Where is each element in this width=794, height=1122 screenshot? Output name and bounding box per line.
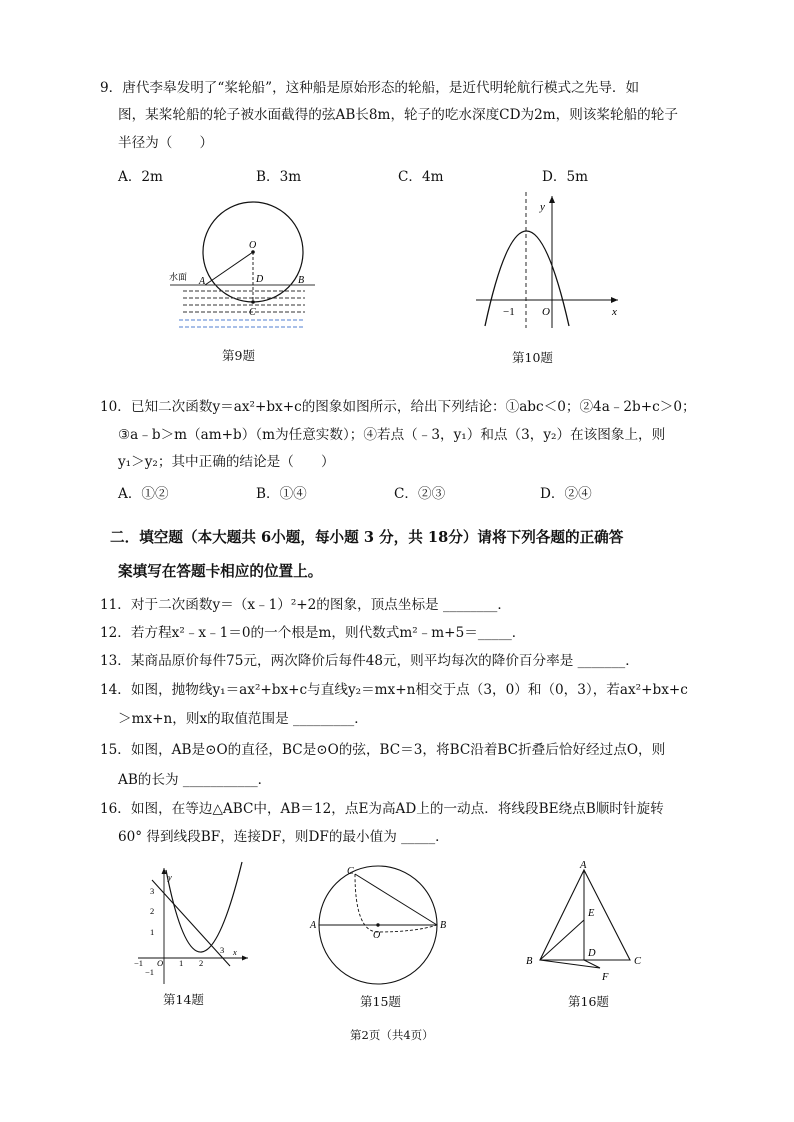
fig14-x-tick-neg1: −1 [134,958,144,968]
fig14-y-tick-1: 1 [150,927,155,937]
q14-text-line-1: 14．如图，抛物线y₁＝ax²+bx+c与直线y₂＝mx+n相交于点（3，0）和（0，3），若ax²+bx+c [100,682,688,698]
fig15-folded-arc [355,874,437,932]
fig16-label-c: C [634,956,642,967]
q9-text-line-3: 半径为（ ） [118,135,214,151]
fig14-axis-y-label: y [168,872,172,882]
fig14-x-tick-1: 1 [179,958,184,968]
fig15-label-a: A [310,920,317,931]
fig14-x-tick-3: 3 [220,945,225,955]
q10-option-a: A．①② [118,486,169,502]
label-neg1: −1 [503,306,515,318]
q10-text-line-3: y₁＞y₂；其中正确的结论是（ ） [118,454,335,470]
label-a: A [199,276,206,287]
fig15-point-o [376,923,379,926]
q16-text-line-1: 16．如图，在等边△ABC中，AB＝12，点E为高AD上的一动点．将线段BE绕点B顺时针旋转 [100,801,664,817]
fig9-wheel-diagram [165,200,325,335]
fig16-caption: 第16题 [568,994,609,1009]
fig14-y-tick-2: 2 [150,906,155,916]
q11-text: 11．对于二次函数y＝（x﹣1）²+2的图象，顶点坐标是 ________． [100,597,511,613]
label-o: O [249,240,257,251]
fig14-x-tick-o: O [157,958,164,968]
fig16-triangle-abc [540,870,630,960]
q15-text-line-2: AB的长为 ___________． [118,772,272,788]
q15-text-line-1: 15．如图，AB是⊙O的直径，BC是⊙O的弦，BC＝3，将BC沿着BC折叠后恰好经过点O，则 [100,742,666,758]
q9-text-line-2: 图，某桨轮船的轮子被水面截得的弦AB长8m，轮子的吃水深度CD为2m，则该桨轮船的轮子 [118,107,678,123]
fig15-label-o: O [373,930,381,941]
q9-option-c: C．4m [398,169,444,185]
point-c [251,300,255,304]
fig14-y-tick-neg1: −1 [145,967,155,977]
fig15-chord-bc [355,874,437,925]
fig9-caption: 第9题 [222,348,255,363]
fig14-graph [130,862,255,987]
q9-option-d: D．5m [542,169,589,185]
label-origin: O [542,306,550,318]
fig16-label-e: E [588,908,595,919]
parabola-curve [485,231,569,326]
fig16-label-b: B [526,956,533,967]
fig14-x-tick-2: 2 [199,958,204,968]
q9-option-a: A．2m [118,169,163,185]
water-hatching-blue [179,320,303,327]
page-footer: 第2页（共4页） [350,1028,434,1042]
y-axis-arrow [549,196,555,203]
fig16-label-a: A [580,860,587,871]
fig16-triangle-diagram [520,858,660,988]
fig16-label-d: D [588,948,596,959]
label-b: B [298,275,305,286]
fig15-label-b: B [440,920,447,931]
q9-option-b: B．3m [256,169,302,185]
q12-text: 12．若方程x²﹣x﹣1＝0的一个根是m，则代数式m²﹣m+5＝_____． [100,625,526,641]
radius-oa [205,252,253,285]
q13-text: 13．某商品原价每件75元，两次降价后每件48元，则平均每次的降价百分率是 _______． [100,653,639,669]
label-d: D [256,274,264,285]
fig15-label-c: C [347,866,354,877]
q10-option-b: B．①④ [256,486,307,502]
q10-text-line-2: ③a﹣b＞m（am+b）（m为任意实数）；④若点（﹣3，y₁）和点（3，y₂）在该图象上，则 [118,427,666,443]
fig15-caption: 第15题 [360,994,401,1009]
label-c: C [249,307,256,318]
q14-text-line-2: ＞mx+n，则x的取值范围是 _________． [118,711,368,727]
q16-text-line-2: 60° 得到线段BF，连接DF，则DF的最小值为 _____． [118,829,449,845]
x-axis-arrow [611,297,618,303]
label-y-axis: y [540,201,545,213]
fig16-label-f: F [602,972,609,983]
q10-option-d: D．②④ [540,486,592,502]
q9-text-line-1: 9．唐代李皋发明了“桨轮船”，这种船是原始形态的轮船，是近代明轮航行模式之先导．如 [100,80,640,96]
section2-heading-line-1: 二．填空题（本大题共 6小题，每小题 3 分，共 18分）请将下列各题的正确答 [110,529,624,546]
q10-text-line-1: 10．已知二次函数y＝ax²+bx+c的图象如图所示，给出下列结论：①abc＜0；②4a﹣2b+c＞0； [100,399,696,415]
fig14-axis-x-label: x [233,947,237,957]
fig10-caption: 第10题 [512,350,553,365]
label-x-axis: x [612,306,617,318]
q10-option-c: C．②③ [394,486,446,502]
label-water: 水面 [169,273,188,283]
fig14-y-tick-3: 3 [150,886,155,896]
fig10-parabola-graph [470,190,630,335]
section2-heading-line-2: 案填写在答题卡相应的位置上。 [118,563,323,580]
fig16-segment-be [540,920,584,960]
fig14-caption: 第14题 [163,992,204,1007]
fig14-parabola-y1 [166,862,242,952]
fig15-circle-diagram [310,862,450,987]
